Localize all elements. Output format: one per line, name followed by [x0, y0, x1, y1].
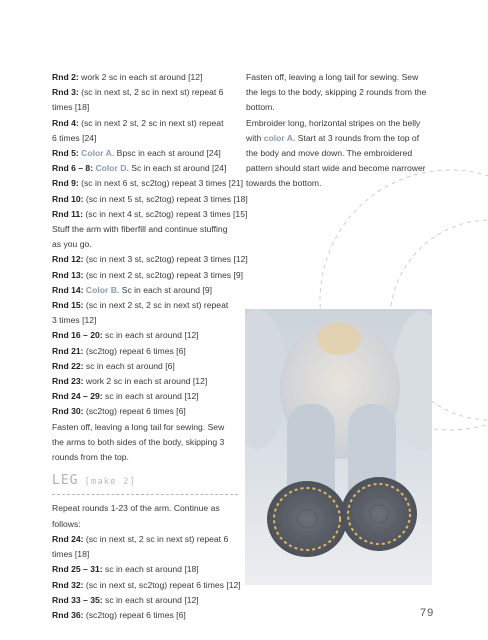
instruction-line: [52, 420, 238, 435]
round-label: Rnd 14:: [52, 284, 84, 295]
line-text: (sc2tog) repeat 6 times [6]: [83, 345, 186, 356]
line-text: the legs to the body, skipping 2 rounds from the: [246, 87, 427, 98]
instruction-line: [52, 450, 238, 465]
instruction-line: [52, 131, 238, 146]
instruction-line: [52, 161, 238, 176]
arm-instructions: [52, 70, 248, 465]
round-label: Rnd 24 – 29:: [52, 391, 103, 402]
instruction-line: [246, 70, 430, 85]
leg-instructions: [52, 501, 241, 623]
line-text: sc in each st around [12]: [102, 391, 199, 402]
instruction-line: [52, 328, 238, 343]
line-text: (sc in next 2 st, 2 sc in next st) repeat: [78, 117, 224, 128]
instruction-line: [52, 578, 241, 593]
instruction-line: [52, 237, 238, 252]
line-text: Fasten off, leaving a long tail for sewing. Sew: [246, 72, 419, 82]
round-label: Rnd 9:: [52, 178, 79, 189]
instruction-line: [52, 283, 238, 298]
round-label: Rnd 16 – 20:: [52, 330, 103, 341]
instruction-line: [52, 116, 238, 131]
line-text: (sc in next st, 2 sc in next st) repeat 6: [78, 87, 224, 98]
round-label: Rnd 24:: [52, 533, 84, 544]
instruction-line: [246, 116, 430, 131]
instruction-line: [246, 85, 430, 100]
instruction-line: [246, 131, 430, 146]
instruction-line: [246, 176, 430, 191]
assembly-instructions: [246, 70, 430, 192]
color-reference: Color D.: [95, 163, 129, 174]
instruction-line: [246, 161, 430, 176]
line-text: sc in each st around [12]: [102, 594, 199, 605]
instruction-line: [52, 404, 238, 419]
instruction-line: [52, 298, 238, 313]
line-text: (sc in next 6 st, sc2tog) repeat 3 times [21]: [78, 178, 244, 189]
instruction-line: [52, 313, 238, 328]
round-label: Rnd 13:: [52, 269, 84, 280]
instruction-line: [52, 252, 248, 267]
round-label: Rnd 36:: [52, 609, 84, 620]
round-label: Rnd 32:: [52, 579, 84, 590]
page-number: 79: [420, 607, 435, 619]
leg-section-heading: [52, 473, 238, 495]
round-label: Rnd 5:: [52, 148, 79, 159]
instruction-line: [52, 389, 238, 404]
left-column: [52, 70, 248, 623]
line-text: (sc in next st, sc2tog) repeat 6 times [12]: [83, 579, 241, 590]
line-text: pattern should start wide and become narrower: [246, 163, 426, 174]
line-text: the arms to both sides of the body, skipping 3: [52, 436, 225, 447]
instruction-line: [52, 70, 238, 85]
line-text: (sc in next 5 st, sc2tog) repeat 3 times [18]: [83, 193, 248, 204]
instruction-line: [52, 192, 248, 207]
line-text: 6 times [24]: [52, 132, 97, 143]
line-text: Sc in each st around [9]: [119, 284, 213, 295]
line-text: sc in each st around [6]: [83, 360, 175, 371]
line-text: as you go.: [52, 239, 92, 250]
round-label: Rnd 25 – 31:: [52, 564, 103, 575]
line-text: Sc in each st around [24]: [128, 163, 227, 174]
round-label: Rnd 22:: [52, 360, 84, 371]
amigurumi-legs-photo: [245, 309, 432, 585]
line-text: (sc in next 2 st, 2 sc in next st) repeat: [83, 300, 229, 311]
line-text: Fasten off, leaving a long tail for sewing. Sew: [52, 421, 225, 432]
line-text: (sc in next 4 st, sc2tog) repeat 3 times [15]: [83, 208, 248, 219]
instruction-line: [52, 562, 238, 577]
instruction-line: [52, 532, 238, 547]
round-label: Rnd 33 – 35:: [52, 594, 103, 605]
instruction-line: [52, 176, 244, 191]
round-label: Rnd 6 – 8:: [52, 163, 94, 174]
round-label: Rnd 2:: [52, 72, 79, 82]
line-text: Start at 3 rounds from the top of: [295, 132, 420, 143]
instruction-line: [52, 344, 238, 359]
line-text: Repeat rounds 1-23 of the arm. Continue as: [52, 503, 220, 514]
instruction-line: [52, 85, 238, 100]
instruction-line: [52, 435, 238, 450]
instruction-line: [52, 517, 238, 532]
round-label: Rnd 4:: [52, 117, 79, 128]
line-text: 3 times [12]: [52, 315, 97, 326]
round-label: Rnd 3:: [52, 87, 79, 98]
round-label: Rnd 21:: [52, 345, 84, 356]
instruction-line: [52, 100, 238, 115]
line-text: towards the bottom.: [246, 178, 322, 189]
instruction-line: [52, 374, 238, 389]
right-column: [246, 70, 430, 192]
instruction-line: [52, 359, 238, 374]
line-text: sc in each st around [12]: [102, 330, 199, 341]
round-label: Rnd 10:: [52, 193, 84, 204]
instruction-line: [52, 593, 238, 608]
line-text: follows:: [52, 518, 81, 529]
instruction-line: [52, 608, 238, 623]
instruction-line: [246, 146, 430, 161]
leg-heading-title: LEG: [52, 473, 79, 489]
line-text: bottom.: [246, 102, 275, 113]
line-text: Embroider long, horizontal stripes on the belly: [246, 117, 421, 128]
instruction-line: [52, 501, 238, 516]
color-reference: color A.: [263, 132, 296, 143]
line-text: work 2 sc in each st around [12]: [78, 72, 203, 82]
color-reference: Color A.: [81, 148, 115, 159]
instruction-line: [246, 100, 430, 115]
instruction-line: [52, 146, 238, 161]
line-text: (sc in next 3 st, sc2tog) repeat 3 times [12]: [83, 254, 248, 265]
line-text: (sc in next st, 2 sc in next st) repeat 6: [83, 533, 229, 544]
line-text: the body and move down. The embroidered: [246, 148, 413, 159]
line-text: with: [246, 132, 264, 143]
line-text: times [18]: [52, 102, 90, 113]
line-text: (sc2tog) repeat 6 times [6]: [83, 609, 186, 620]
instruction-line: [52, 268, 244, 283]
line-text: (sc in next 2 st, sc2tog) repeat 3 times [9]: [83, 269, 244, 280]
line-text: work 2 sc in each st around [12]: [83, 376, 208, 387]
line-text: Bpsc in each st around [24]: [114, 148, 221, 159]
line-text: times [18]: [52, 549, 90, 560]
instruction-line: [52, 222, 238, 237]
round-label: Rnd 11:: [52, 208, 84, 219]
line-text: (sc2tog) repeat 6 times [6]: [83, 406, 186, 417]
round-label: Rnd 30:: [52, 406, 84, 417]
instruction-line: [52, 207, 248, 222]
instruction-line: [52, 547, 238, 562]
round-label: Rnd 12:: [52, 254, 84, 265]
round-label: Rnd 23:: [52, 376, 84, 387]
color-reference: Color B.: [85, 284, 120, 295]
line-text: sc in each st around [18]: [102, 564, 199, 575]
round-label: Rnd 15:: [52, 300, 84, 311]
photo-illustration: [245, 309, 432, 585]
line-text: rounds from the top.: [52, 452, 129, 463]
line-text: Stuff the arm with fiberfill and continue stuffing: [52, 224, 228, 235]
leg-heading-sub: [make 2]: [84, 477, 136, 488]
